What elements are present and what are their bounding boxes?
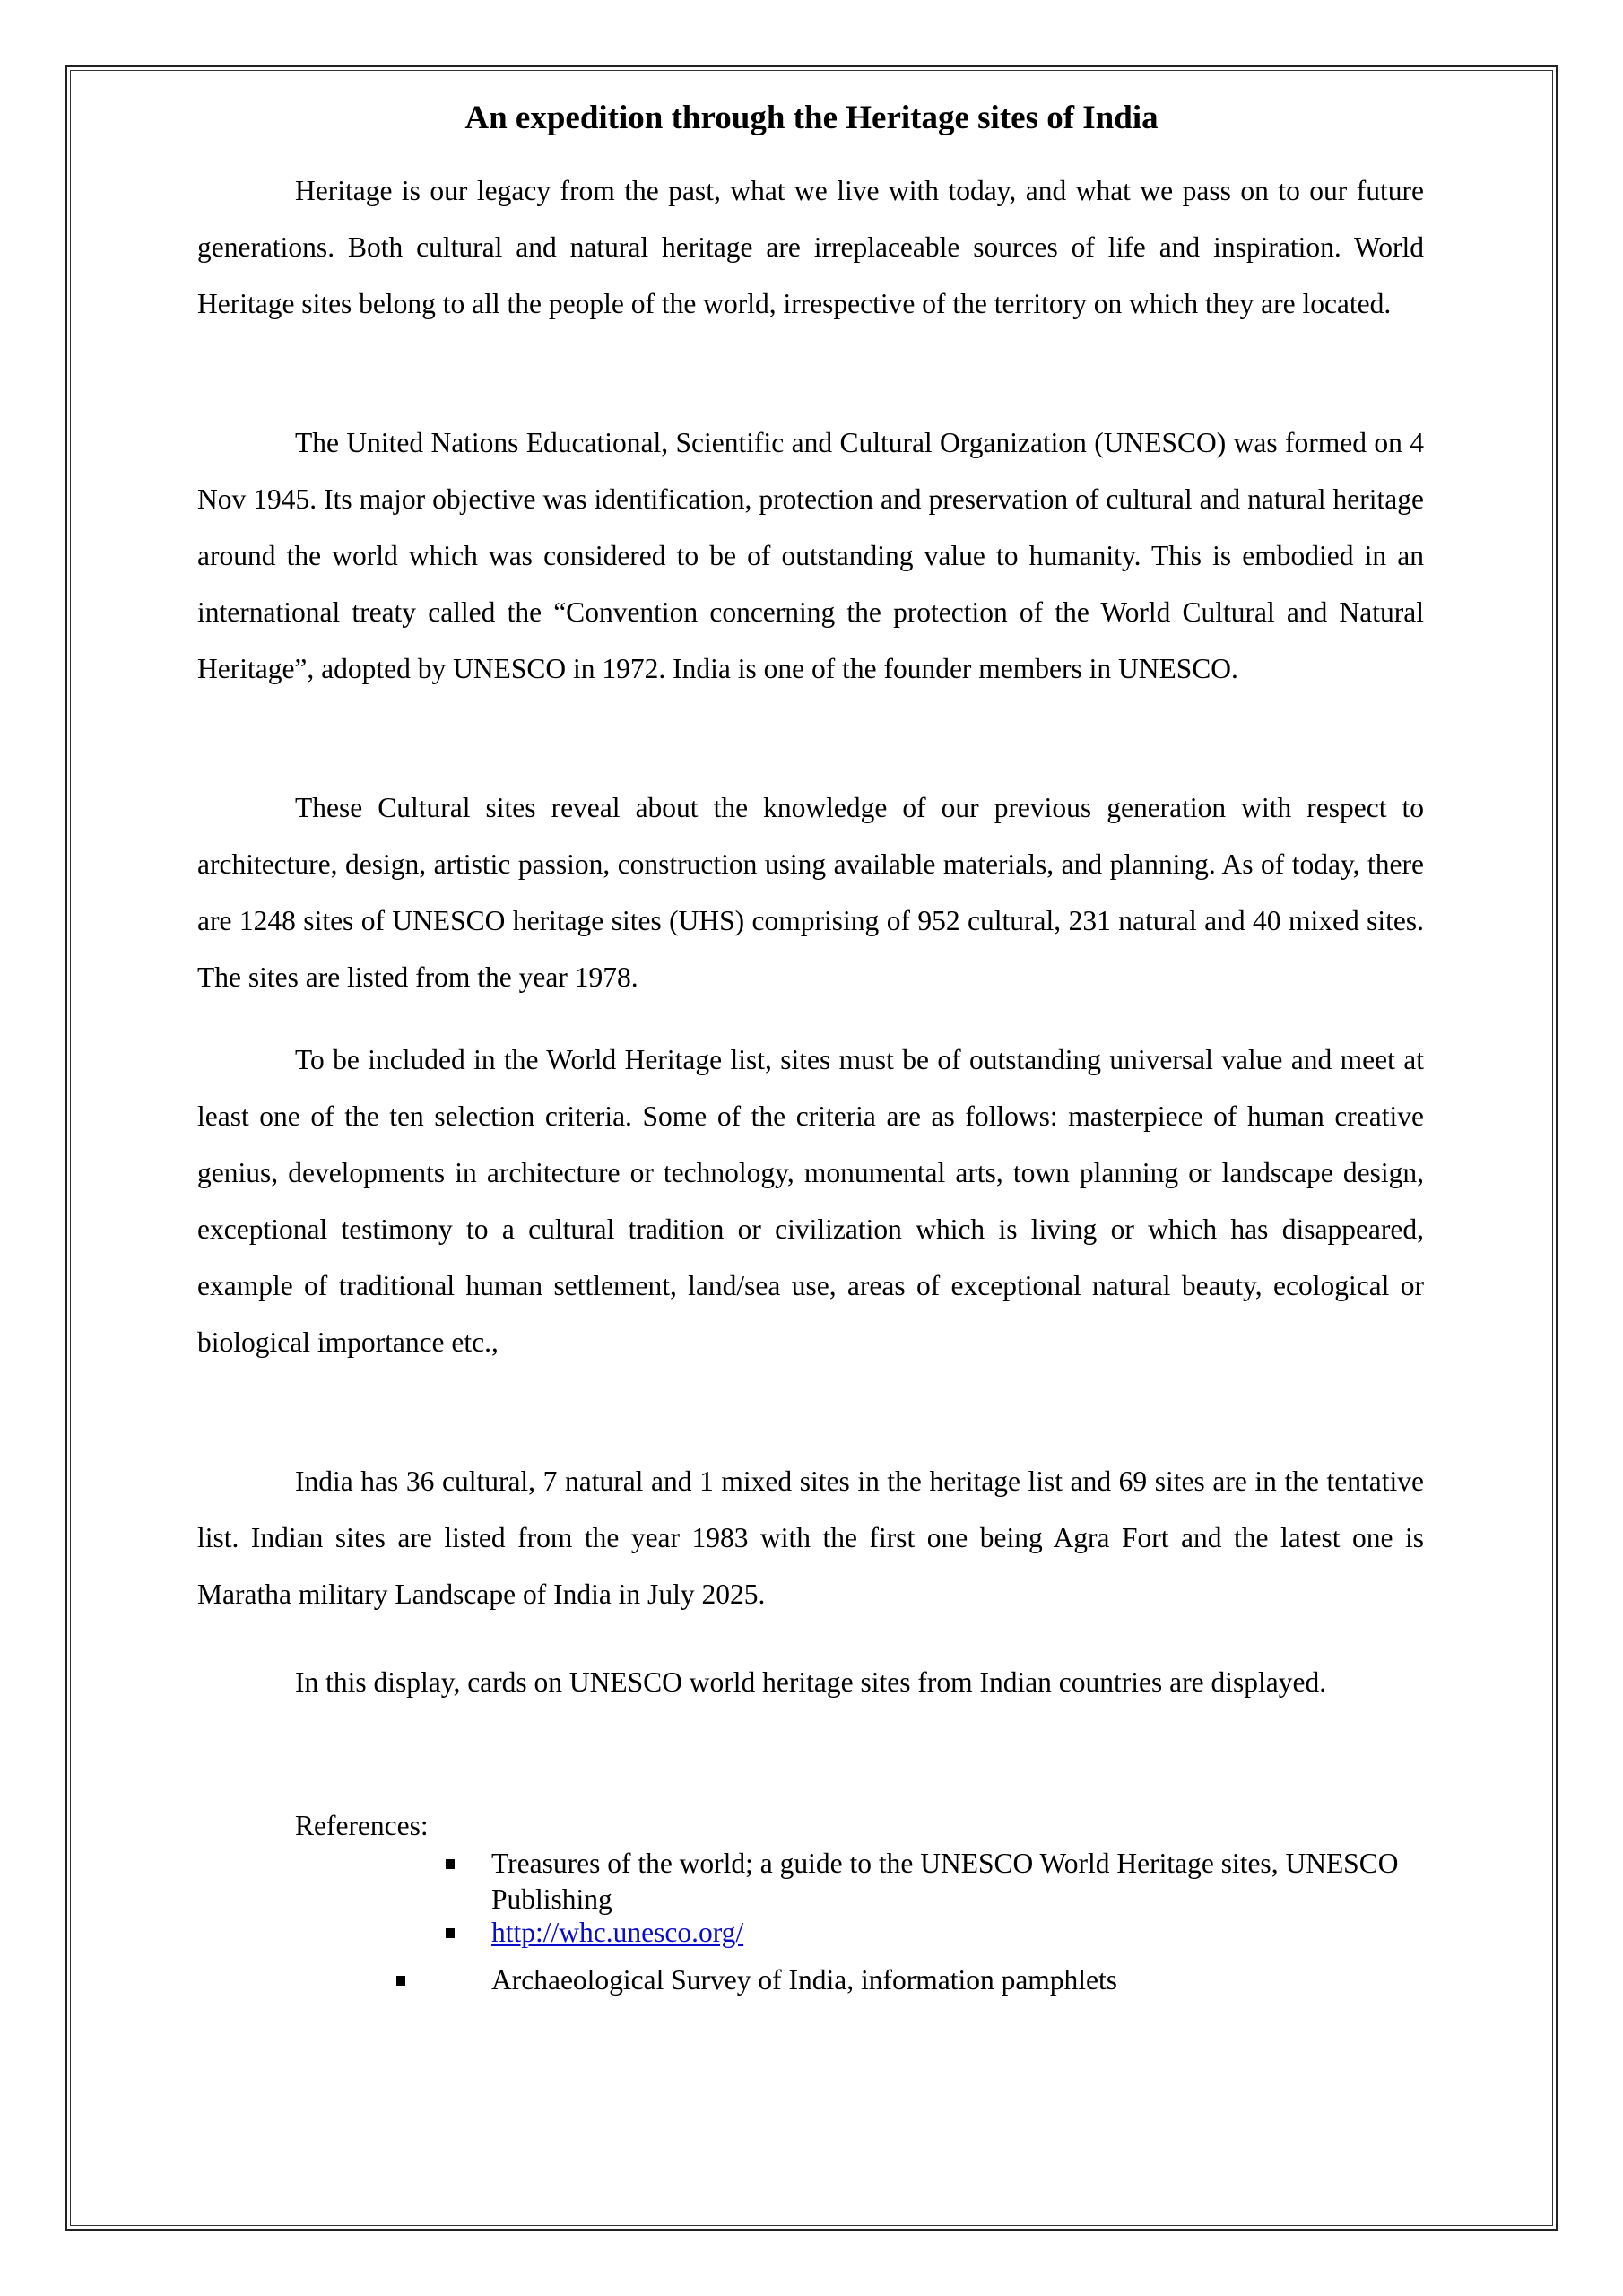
square-bullet-icon (396, 1976, 405, 1986)
paragraph-heritage-intro: Heritage is our legacy from the past, what we live with today, and what we pass on to our future generations. Both cultural and natural heritage are irreplaceable sources of life and inspiration. World Heritage sites belong to all the people of the world, irrespective of the territory on which they are located. (197, 175, 1424, 319)
paragraph-unesco-history: The United Nations Educational, Scientific and Cultural Organization (UNESCO) was formed on 4 Nov 1945. Its major objective was identification, protection and preservation of cultural and natural heritage around the world which was considered to be of outstanding value to humanity. This is embodied in an international treaty called the “Convention concerning the protection of the World Cultural and Natural Heritage”, adopted by UNESCO in 1972. India is one of the founder members in UNESCO. (197, 427, 1424, 684)
paragraph-india-sites: India has 36 cultural, 7 natural and 1 mixed sites in the heritage list and 69 sites are in the tentative list. Indian sites are listed from the year 1983 with the first one being Agra Fort and the latest one is Maratha military Landscape of India in July 2025. (197, 1465, 1424, 1610)
reference-text: Treasures of the world; a guide to the UNESCO World Heritage sites, UNESCO Publishing (491, 1848, 1399, 1915)
references-label: References: (295, 1810, 429, 1841)
paragraph-cultural-sites: These Cultural sites reveal about the knowledge of our previous generation with respect to architecture, design, artistic passion, construction using available materials, and planning. As of today, there are 1248 sites of UNESCO heritage sites (UHS) comprising of 952 cultural, 231 natural and 40 mixed sites. The sites are listed from the year 1978. (197, 792, 1424, 993)
document-title: An expedition through the Heritage sites of India (464, 100, 1159, 136)
square-bullet-icon (446, 1928, 455, 1938)
reference-link-whc[interactable]: http://whc.unesco.org/ (491, 1917, 744, 1948)
reference-text: Archaeological Survey of India, information pamphlets (491, 1964, 1118, 1996)
square-bullet-icon (446, 1859, 455, 1869)
paragraph-selection-criteria: To be included in the World Heritage list, sites must be of outstanding universal value and meet at least one of the ten selection criteria. Some of the criteria are as follows: masterpiece of human creative genius, developments in architecture or technology, monumental arts, town planning or landscape design, exceptional testimony to a cultural tradition or civilization which is living or which has disappeared, example of traditional human settlement, land/sea use, areas of exceptional natural beauty, ecological or biological importance etc., (197, 1044, 1424, 1358)
paragraph-display-note: In this display, cards on UNESCO world heritage sites from Indian countries are displayed. (295, 1666, 1327, 1698)
